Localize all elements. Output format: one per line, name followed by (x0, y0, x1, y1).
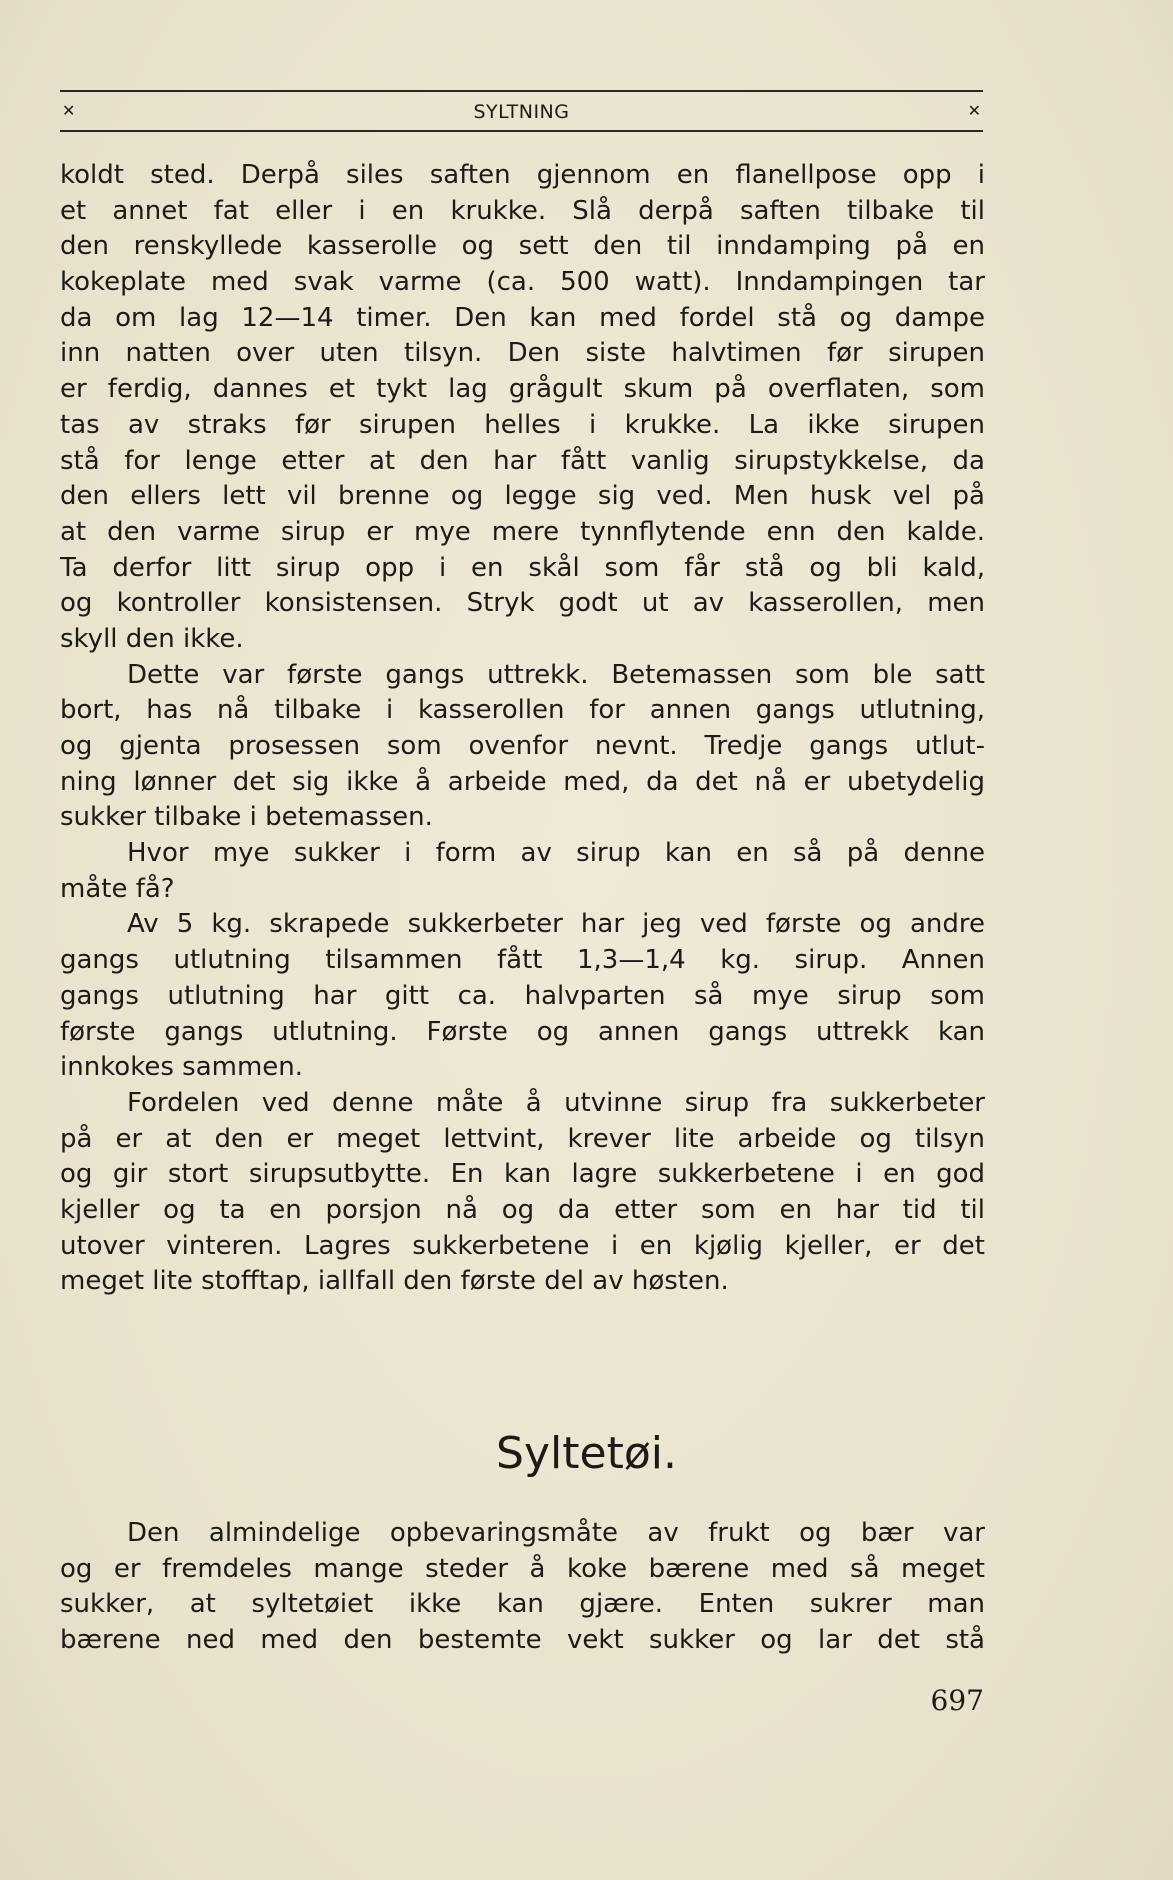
section-body-text (60, 1516, 985, 1659)
text-line: måte få? (60, 873, 175, 904)
text-line: da om lag 12—14 timer. Den kan med fordel stå og dampe (60, 302, 985, 333)
text-line: Den almindelige opbevaringsmåte av frukt og bær var (127, 1518, 985, 1548)
text-line: Dette var første gangs uttrekk. Betemassen som ble satt (127, 659, 985, 690)
text-line: Av 5 kg. skrapede sukkerbeter har jeg ved første og andre (127, 909, 985, 940)
text-line: stå for lenge etter at den har fått vanlig sirupstykkelse, da (60, 445, 985, 476)
cross-ornament-icon: ✕ (967, 101, 981, 120)
page-number: 697 (930, 1684, 984, 1717)
text-line: gangs utlutning har gitt ca. halvparten så mye sirup som (60, 980, 985, 1011)
text-line: utover vinteren. Lagres sukkerbetene i en kjølig kjeller, er det (60, 1230, 985, 1261)
text-line: kokeplate med svak varme (ca. 500 watt). Inndampingen tar (60, 267, 985, 298)
text-line: meget lite stofftap, iallfall den første del av høsten. (60, 1266, 729, 1297)
body-text (60, 158, 985, 1300)
running-head-title: SYLTNING (473, 101, 570, 123)
text-line: og gjenta prosessen som ovenfor nevnt. Tredje gangs utlut- (60, 731, 985, 761)
text-line: gangs utlutning tilsammen fått 1,3—1,4 kg. sirup. Annen (60, 945, 985, 976)
text-line: inn natten over uten tilsyn. Den siste halvtimen før sirupen (60, 338, 985, 369)
text-line: sukker tilbake i betemassen. (60, 802, 433, 833)
text-line: er ferdig, dannes et tykt lag grågult skum på overflaten, som (60, 374, 985, 405)
text-line: bort, has nå tilbake i kasserollen for annen gangs utlutning, (60, 695, 985, 726)
text-line: et annet fat eller i en krukke. Slå derpå saften tilbake til (60, 195, 985, 226)
text-line: koldt sted. Derpå siles saften gjennom en flanellpose opp i (60, 160, 985, 190)
text-line: bærene ned med den bestemte vekt sukker og lar det stå (60, 1625, 985, 1656)
text-line: første gangs utlutning. Første og annen gangs uttrekk kan (60, 1016, 985, 1047)
text-line: Fordelen ved denne måte å utvinne sirup fra sukkerbeter (127, 1087, 985, 1118)
text-line: skyll den ikke. (60, 623, 244, 654)
text-line: ning lønner det sig ikke å arbeide med, da det nå er ubetydelig (60, 766, 985, 797)
text-line: Ta derfor litt sirup opp i en skål som får stå og bli kald, (60, 552, 985, 583)
text-line: og kontroller konsistensen. Stryk godt ut av kasserollen, men (60, 588, 985, 619)
text-line: sukker, at syltetøiet ikke kan gjære. Enten sukrer man (60, 1589, 985, 1620)
text-line: den ellers lett vil brenne og legge sig ved. Men husk vel på (60, 481, 985, 512)
running-head (60, 90, 983, 132)
text-line: innkokes sammen. (60, 1052, 304, 1083)
cross-ornament-icon: ✕ (62, 101, 76, 120)
section-heading: Syltetøi. (496, 1428, 677, 1479)
text-line: og gir stort sirupsutbytte. En kan lagre sukkerbetene i en god (60, 1159, 985, 1190)
text-line: den renskyllede kasserolle og sett den til inndamping på en (60, 231, 985, 262)
text-line: at den varme sirup er mye mere tynnflytende enn den kalde. (60, 516, 985, 547)
text-line: og er fremdeles mange steder å koke bærene med så meget (60, 1553, 985, 1584)
text-line: tas av straks før sirupen helles i krukke. La ikke sirupen (60, 409, 985, 440)
text-line: på er at den er meget lettvint, krever lite arbeide og tilsyn (60, 1123, 985, 1154)
text-line: kjeller og ta en porsjon nå og da etter som en har tid til (60, 1194, 985, 1225)
text-line: Hvor mye sukker i form av sirup kan en så på denne (127, 838, 985, 869)
